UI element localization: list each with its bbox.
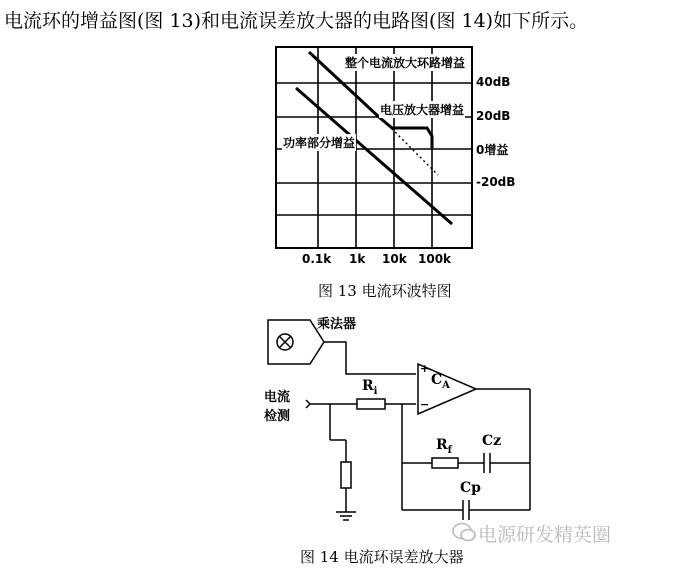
figure14-caption: 图 14 电流环误差放大器 [300, 548, 464, 566]
label-power-gain: 功率部分增益 [283, 136, 356, 150]
opamp-minus: − [420, 398, 430, 411]
y-tick-0db: 0增益 [476, 143, 509, 157]
resistor-ri [357, 399, 385, 409]
shunt-resistor [341, 462, 351, 488]
x-tick-0.1k: 0.1k [302, 252, 332, 266]
x-tick-100k: 100k [418, 252, 452, 266]
x-tick-10k: 10k [382, 252, 407, 266]
y-tick-20db: 20dB [476, 109, 511, 123]
label-ca: $C_A$ [431, 372, 450, 391]
opamp-plus: + [420, 362, 430, 375]
label-current-sense-2: 检测 [264, 409, 291, 424]
label-total-gain: 整个电流放大环路增益 [345, 56, 466, 70]
label-amp-gain: 电压放大器增益 [380, 103, 465, 117]
resistor-rf [432, 458, 458, 468]
label-current-sense-1: 电流 [264, 390, 291, 405]
label-rf: $R_f$ [436, 437, 452, 456]
chat-bubble-icon [452, 521, 476, 543]
y-tick-minus20db: -20dB [476, 175, 516, 189]
y-tick-40db: 40dB [476, 75, 511, 89]
label-cz: Cz [482, 433, 502, 449]
label-ri: $R_i$ [362, 378, 378, 397]
intro-text: 电流环的增益图(图 13)和电流误差放大器的电路图(图 14)如下所示。 [4, 10, 589, 32]
label-multiplier: 乘法器 [317, 317, 357, 332]
x-tick-1k: 1k [349, 252, 366, 266]
figure13-caption: 图 13 电流环波特图 [318, 282, 452, 300]
watermark-text: 电源研发精英圈 [478, 524, 612, 546]
label-cp: Cp [460, 480, 481, 496]
